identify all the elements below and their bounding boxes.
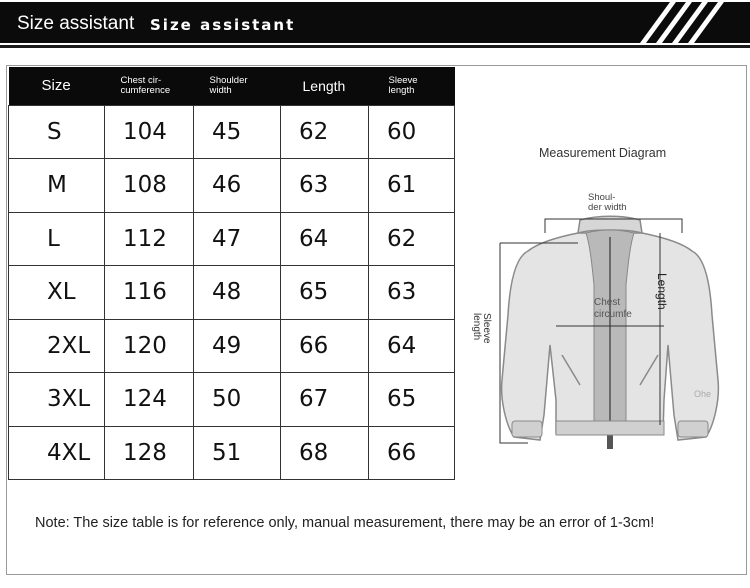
header-subtitle: Size assistant: [150, 16, 296, 34]
cell-sleeve: 66: [369, 426, 455, 480]
cell-shoulder: 45: [194, 105, 281, 159]
column-header-size: Size: [9, 67, 105, 105]
table-row: [9, 426, 455, 480]
table-row: [9, 266, 455, 320]
jacket-measurement-diagram: [468, 185, 728, 455]
cell-sleeve: 61: [369, 159, 455, 213]
header-banner: [0, 0, 750, 46]
left-cuff: [512, 421, 542, 437]
cell-length: 64: [281, 212, 369, 266]
table-row: [9, 319, 455, 373]
column-header-chest: Chest cir- cumference: [105, 67, 194, 105]
table-row: [9, 373, 455, 427]
cell-size: 4XL: [9, 426, 105, 480]
cell-chest: 128: [105, 426, 194, 480]
size-table: [8, 67, 455, 480]
cell-chest: 108: [105, 159, 194, 213]
cell-chest: 112: [105, 212, 194, 266]
cell-shoulder: 47: [194, 212, 281, 266]
cell-length: 68: [281, 426, 369, 480]
chest-label-line2: circumfe: [594, 309, 632, 320]
cell-chest: 116: [105, 266, 194, 320]
table-row: [9, 105, 455, 159]
table-header-row: [9, 67, 455, 105]
table-row: [9, 159, 455, 213]
cell-length: 67: [281, 373, 369, 427]
zipper-pull: [607, 435, 613, 449]
table-row: [9, 212, 455, 266]
length-label: Length: [655, 273, 669, 310]
column-header-sleeve: Sleeve length: [369, 67, 455, 105]
cell-sleeve: 60: [369, 105, 455, 159]
cell-size: XL: [9, 266, 105, 320]
cell-length: 65: [281, 266, 369, 320]
cell-shoulder: 49: [194, 319, 281, 373]
cell-size: 2XL: [9, 319, 105, 373]
cell-shoulder: 51: [194, 426, 281, 480]
table-header-extension: [446, 67, 455, 105]
cell-sleeve: 65: [369, 373, 455, 427]
hem-band: [556, 421, 664, 435]
right-cuff: [678, 421, 708, 437]
brand-mark: Ohe: [694, 389, 712, 399]
cell-shoulder: 46: [194, 159, 281, 213]
header-underline: [0, 45, 750, 48]
chest-label-line1: Chest: [594, 297, 621, 308]
cell-length: 62: [281, 105, 369, 159]
column-header-shoulder: Shoulder width: [194, 67, 281, 105]
column-header-length: Length: [281, 67, 369, 105]
shoulder-label-line2: der width: [588, 202, 627, 213]
cell-shoulder: 50: [194, 373, 281, 427]
size-note: Note: The size table is for reference only, manual measurement, there may be an error of 1-3cm!: [35, 515, 655, 531]
sleeve-label-line1: Sleeve: [481, 313, 492, 344]
header-title: Size assistant: [17, 13, 135, 34]
cell-sleeve: 62: [369, 212, 455, 266]
cell-length: 63: [281, 159, 369, 213]
diagram-title: Measurement Diagram: [539, 146, 667, 160]
cell-size: L: [9, 212, 105, 266]
cell-shoulder: 48: [194, 266, 281, 320]
cell-chest: 104: [105, 105, 194, 159]
shoulder-label-line1: Shoul-: [588, 192, 616, 203]
cell-size: M: [9, 159, 105, 213]
sleeve-label-line2: length: [471, 313, 482, 341]
cell-chest: 120: [105, 319, 194, 373]
cell-size: S: [9, 105, 105, 159]
cell-sleeve: 63: [369, 266, 455, 320]
cell-chest: 124: [105, 373, 194, 427]
cell-length: 66: [281, 319, 369, 373]
cell-size: 3XL: [9, 373, 105, 427]
header-stripes-decoration: [630, 2, 750, 43]
cell-sleeve: 64: [369, 319, 455, 373]
